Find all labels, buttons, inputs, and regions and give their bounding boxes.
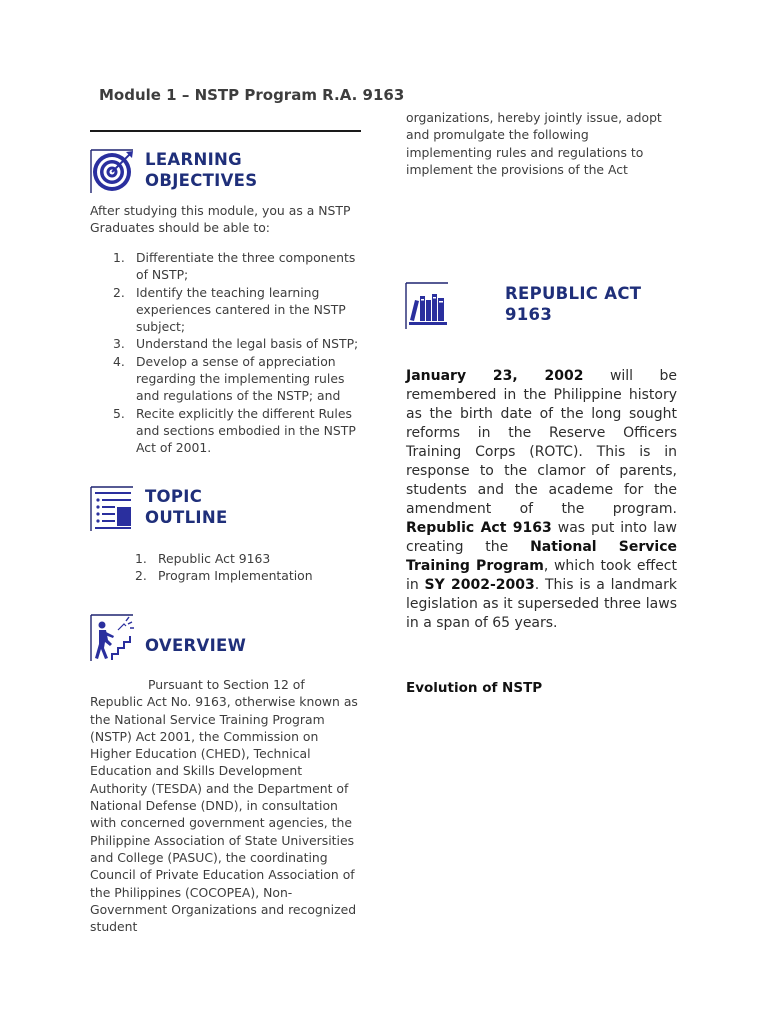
title-divider [90,130,361,132]
overview-continuation: organizations, hereby jointly issue, adopt and promulgate the following implementing rules and regulations to implement the provisions of the Act [406,110,662,177]
republic-act-paragraph: January 23, 2002 will be remembered in the Philippine history as the birth date of the long sought reforms in the Reserve Officers Training Corps (ROTC). This is in response to the clamor of parents, students and the academe for the amendment of the program. Republic Act 9163 was put into law creating the National Service Training Program, which took effect in SY 2002-2003. This is a landmark legislation as it superseded three laws in a span of 65 years. [406,368,677,631]
target-icon [90,148,134,194]
list-item: 1. Differentiate the three components of NSTP; [113,250,356,283]
objectives-intro: After studying this module, you as a NSTP Graduates should be able to: [90,203,351,236]
overview-heading: OVERVIEW [145,636,247,655]
topic-outline-list [135,550,368,585]
list-item: 4. Develop a sense of appreciation regarding the implementing rules and regulations of the NSTP; and [113,353,345,404]
topic-outline-heading: TOPIC OUTLINE [145,487,228,527]
evolution-heading: Evolution of NSTP [406,680,543,696]
overview-paragraph: Pursuant to Section 12 of Republic Act No. 9163, otherwise known as the National Service Training Program (NSTP) Act 2001, the Commission on Higher Education (CHED), Technical Education and Skills Development Authority (TESDA) and the Department of National Defense (DND), in consultation with concerned government agencies, the Philippine Association of State Universities and College (PASUC), the coordinating Council of Private Education Association of the Philippines (COCOPEA), Non-Government Organizations and recognized student [90,677,358,935]
list-item: 2. Program Implementation [135,568,313,584]
stairs-climber-icon [90,614,134,660]
outline-list-icon [90,486,134,532]
list-item: 5. Recite explicitly the different Rules and sections embodied in the NSTP Act of 2001. [113,405,356,456]
list-item: 2. Identify the teaching learning experiences cantered in the NSTP subject; [113,284,346,335]
republic-act-heading: REPUBLIC ACT 9163 [505,284,642,324]
module-title: Module 1 – NSTP Program R.A. 9163 [99,86,405,104]
books-icon [405,282,449,328]
learning-objectives-heading: LEARNING OBJECTIVES [145,150,258,190]
list-item: 1. Republic Act 9163 [135,551,271,566]
list-item: 3. Understand the legal basis of NSTP; [113,336,359,352]
objectives-list [113,249,364,457]
